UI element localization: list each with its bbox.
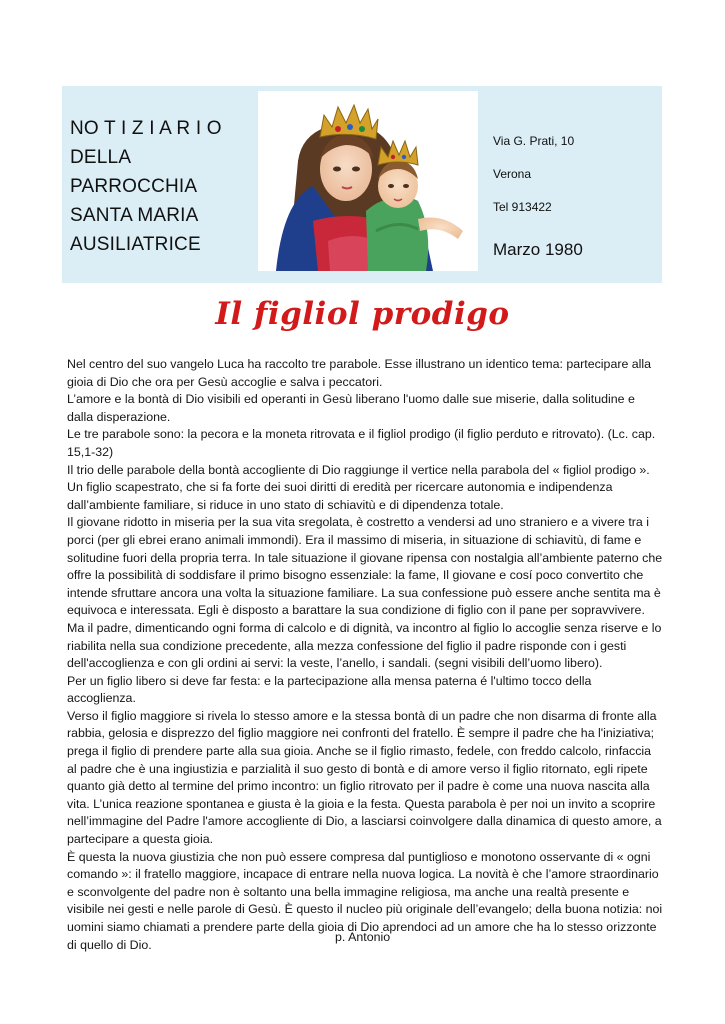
paragraph: Le tre parabole sono: la pecora e la moneta ritrovata e il figliol prodigo (il figlio perduto e ritrovato). (Lc. cap. 15,1-32) xyxy=(67,427,656,459)
article-title: Il figliol prodigo xyxy=(215,296,510,332)
masthead-banner xyxy=(62,86,662,283)
city-line: Verona xyxy=(493,167,532,181)
phone-line: Tel 913422 xyxy=(493,200,552,214)
paragraph: Il trio delle parabole della bontà accogliente di Dio raggiunge il vertice nella parabola del « figliol prodigo ». Un figlio scapestrato, che si fa forte dei suoi diritti di eredità per ricercare autonomia e indipendenza dall’ambiente familiare, si riduce in uno stato di schiavitù e di dipendenza totale. xyxy=(67,462,650,512)
issue-date: Marzo 1980 xyxy=(493,240,583,259)
author-signature: p. Antonio xyxy=(335,930,391,944)
paragraph: L’amore e la bontà di Dio visibili ed operanti in Gesù liberano l'uomo dalle sue miserie, dalla solitudine e dalla disperazione. xyxy=(67,392,635,424)
address-line: Via G. Prati, 10 xyxy=(493,134,575,148)
parish-contact xyxy=(493,134,574,233)
masthead-line: PARROCCHIA xyxy=(70,176,198,197)
article-body xyxy=(67,356,663,954)
paragraph: Per un figlio libero si deve far festa: e la partecipazione alla mensa paterna é l'ultimo tocco della accoglienza. xyxy=(67,673,592,706)
paragraph: Verso il figlio maggiore si rivela lo stesso amore e la stessa bontà di un padre che non disarma di fronte alla rabbia, gelosia e disprezzo del figlio maggiore nei confronti del fratello. È sempre il padre che ha l'iniziativa; prega il figlio di prendere parte alla sua gioia. Anche se il figlio rimasto, fedele, con freddo calcolo, rinfaccia al padre che è una ingiustizia e parzialità il suo gesto di bontà e di amore verso il figlio ritornato, egli ripete quanto già detto al termine del primo incontro: un figlio ritrovato per il padre è come una nuova nascita alla vita. L’unica reazione spontanea e giusta è la gioia e la festa. Questa parabola è per noi un invito a scoprire nell’immagine del Padre l'amore accogliente di Dio, a lasciarsi coinvolgere dalla dinamica di questo amore, a partecipare a questa gioia. xyxy=(67,708,662,847)
masthead-line: AUSILIATRICE xyxy=(70,234,201,255)
masthead-line: NO T I Z I A R I O xyxy=(70,118,222,139)
masthead-line: SANTA MARIA xyxy=(70,205,199,226)
masthead-line: DELLA xyxy=(70,147,132,168)
paragraph: Nel centro del suo vangelo Luca ha raccolto tre parabole. Esse illustrano un identico tema: partecipare alla gioia di Dio che ora per Gesù accoglie e salva i peccatori. xyxy=(67,357,652,389)
paragraph: È questa la nuova giustizia che non può essere compresa dal puntiglioso e monotono osservante di « ogni comando »: il fratello maggiore, incapace di entrare nella nuova logica. La novità è che l’amore straordinario e sconvolgente del padre non è soltanto una bella immagine religiosa, ma anche una realtà presente e visibile nei gesti e nelle parole di Gesù. È questo il nucleo più originale dell’evangelo; della buona notizia: noi uomini siamo chiamati a prendere parte della gioia di Dio aprendoci ad un amore che ha lo stesso orizzonte di quello di Dio. xyxy=(67,849,663,952)
newsletter-masthead xyxy=(70,114,255,259)
madonna-and-child-illustration xyxy=(258,91,478,271)
paragraph: Il giovane ridotto in miseria per la sua vita sregolata, è costretto a vendersi ad uno straniero e a vivere tra i porci (per gli ebrei erano animali immondi). Era il massimo di miseria, in situazione di schiavitù, di fame e solitudine fuori della propria terra. In tale situazione il giovane ripensa con nostalgia all’ambiente paterno che offre la possibilità di soddisfare il primo bisogno essenziale: la fame, Il giovane e cosí poco convertito che intende sfruttare ancora una volta la situazione familiare. La sua confessione può essere anche sentita ma è equivoca e interessata. Egli è disposto a barattare la sua condizione di figlio con il pane per sopravvivere. Ma il padre, dimenticando ogni forma di calcolo e di dignità, va incontro al figlio lo accoglie senza riserve e lo riabilita nella sua condizione precedente, alla mezza confessione del figlio il padre risponde con i gesti dell'accoglienza e con gli ordini ai servi: la veste, l’anello, i sandali. (segni visibili dell’uomo libero). xyxy=(67,515,663,671)
madonna-and-child-image xyxy=(258,91,478,271)
